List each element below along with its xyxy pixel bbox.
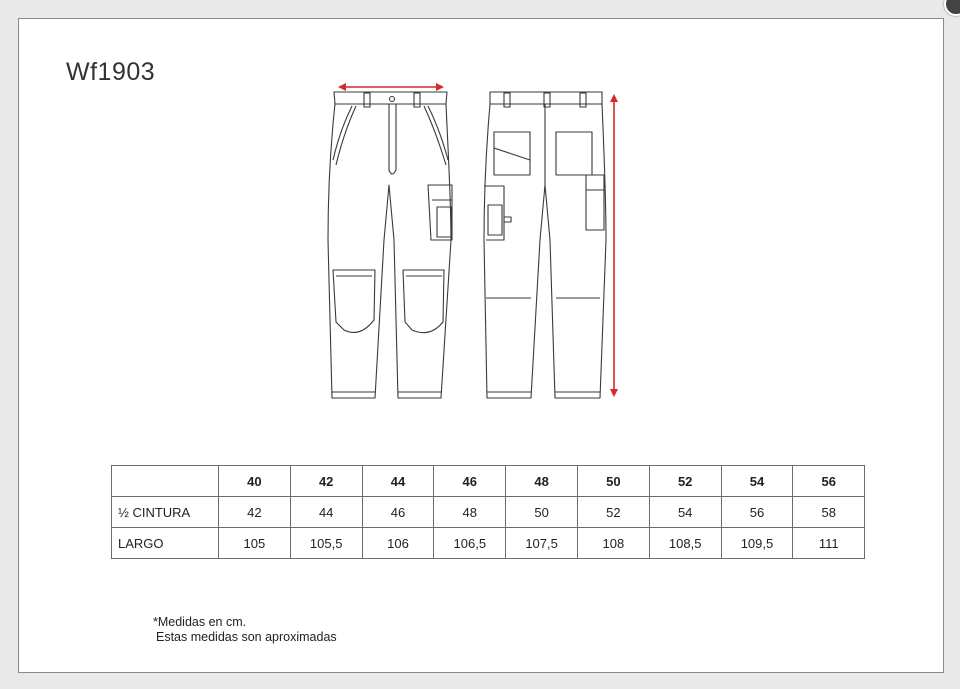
table-header-cell: 56	[793, 466, 865, 497]
row-label-waist: ½ CINTURA	[112, 497, 219, 528]
size-table	[111, 465, 865, 559]
table-header-cell: 50	[577, 466, 649, 497]
table-cell: 106	[362, 528, 434, 559]
table-cell: 42	[219, 497, 291, 528]
table-cell: 56	[721, 497, 793, 528]
table-header-cell: 42	[290, 466, 362, 497]
table-header-cell	[112, 466, 219, 497]
front-view-drawing	[328, 92, 452, 398]
table-header-row	[112, 466, 865, 497]
table-cell: 105	[219, 528, 291, 559]
table-row	[112, 528, 865, 559]
note-line-2: Estas medidas son aproximadas	[156, 630, 337, 644]
table-cell: 109,5	[721, 528, 793, 559]
table-header-cell: 54	[721, 466, 793, 497]
measurement-arrows	[338, 83, 618, 397]
table-cell: 50	[506, 497, 578, 528]
table-cell: 107,5	[506, 528, 578, 559]
table-cell: 108	[577, 528, 649, 559]
table-header-cell: 40	[219, 466, 291, 497]
table-cell: 106,5	[434, 528, 506, 559]
table-cell: 54	[649, 497, 721, 528]
table-cell: 52	[577, 497, 649, 528]
table-header-cell: 48	[506, 466, 578, 497]
table-cell: 48	[434, 497, 506, 528]
table-header-cell: 44	[362, 466, 434, 497]
row-label-length: LARGO	[112, 528, 219, 559]
table-header-cell: 52	[649, 466, 721, 497]
table-header-cell: 46	[434, 466, 506, 497]
note-line-1: *Medidas en cm.	[153, 615, 247, 629]
table-cell: 46	[362, 497, 434, 528]
table-cell: 108,5	[649, 528, 721, 559]
measurement-note	[153, 615, 337, 645]
table-cell: 105,5	[290, 528, 362, 559]
table-cell: 44	[290, 497, 362, 528]
table-cell: 58	[793, 497, 865, 528]
table-cell: 111	[793, 528, 865, 559]
model-title: Wf1903	[66, 58, 156, 86]
table-row	[112, 497, 865, 528]
back-view-drawing	[484, 92, 606, 398]
